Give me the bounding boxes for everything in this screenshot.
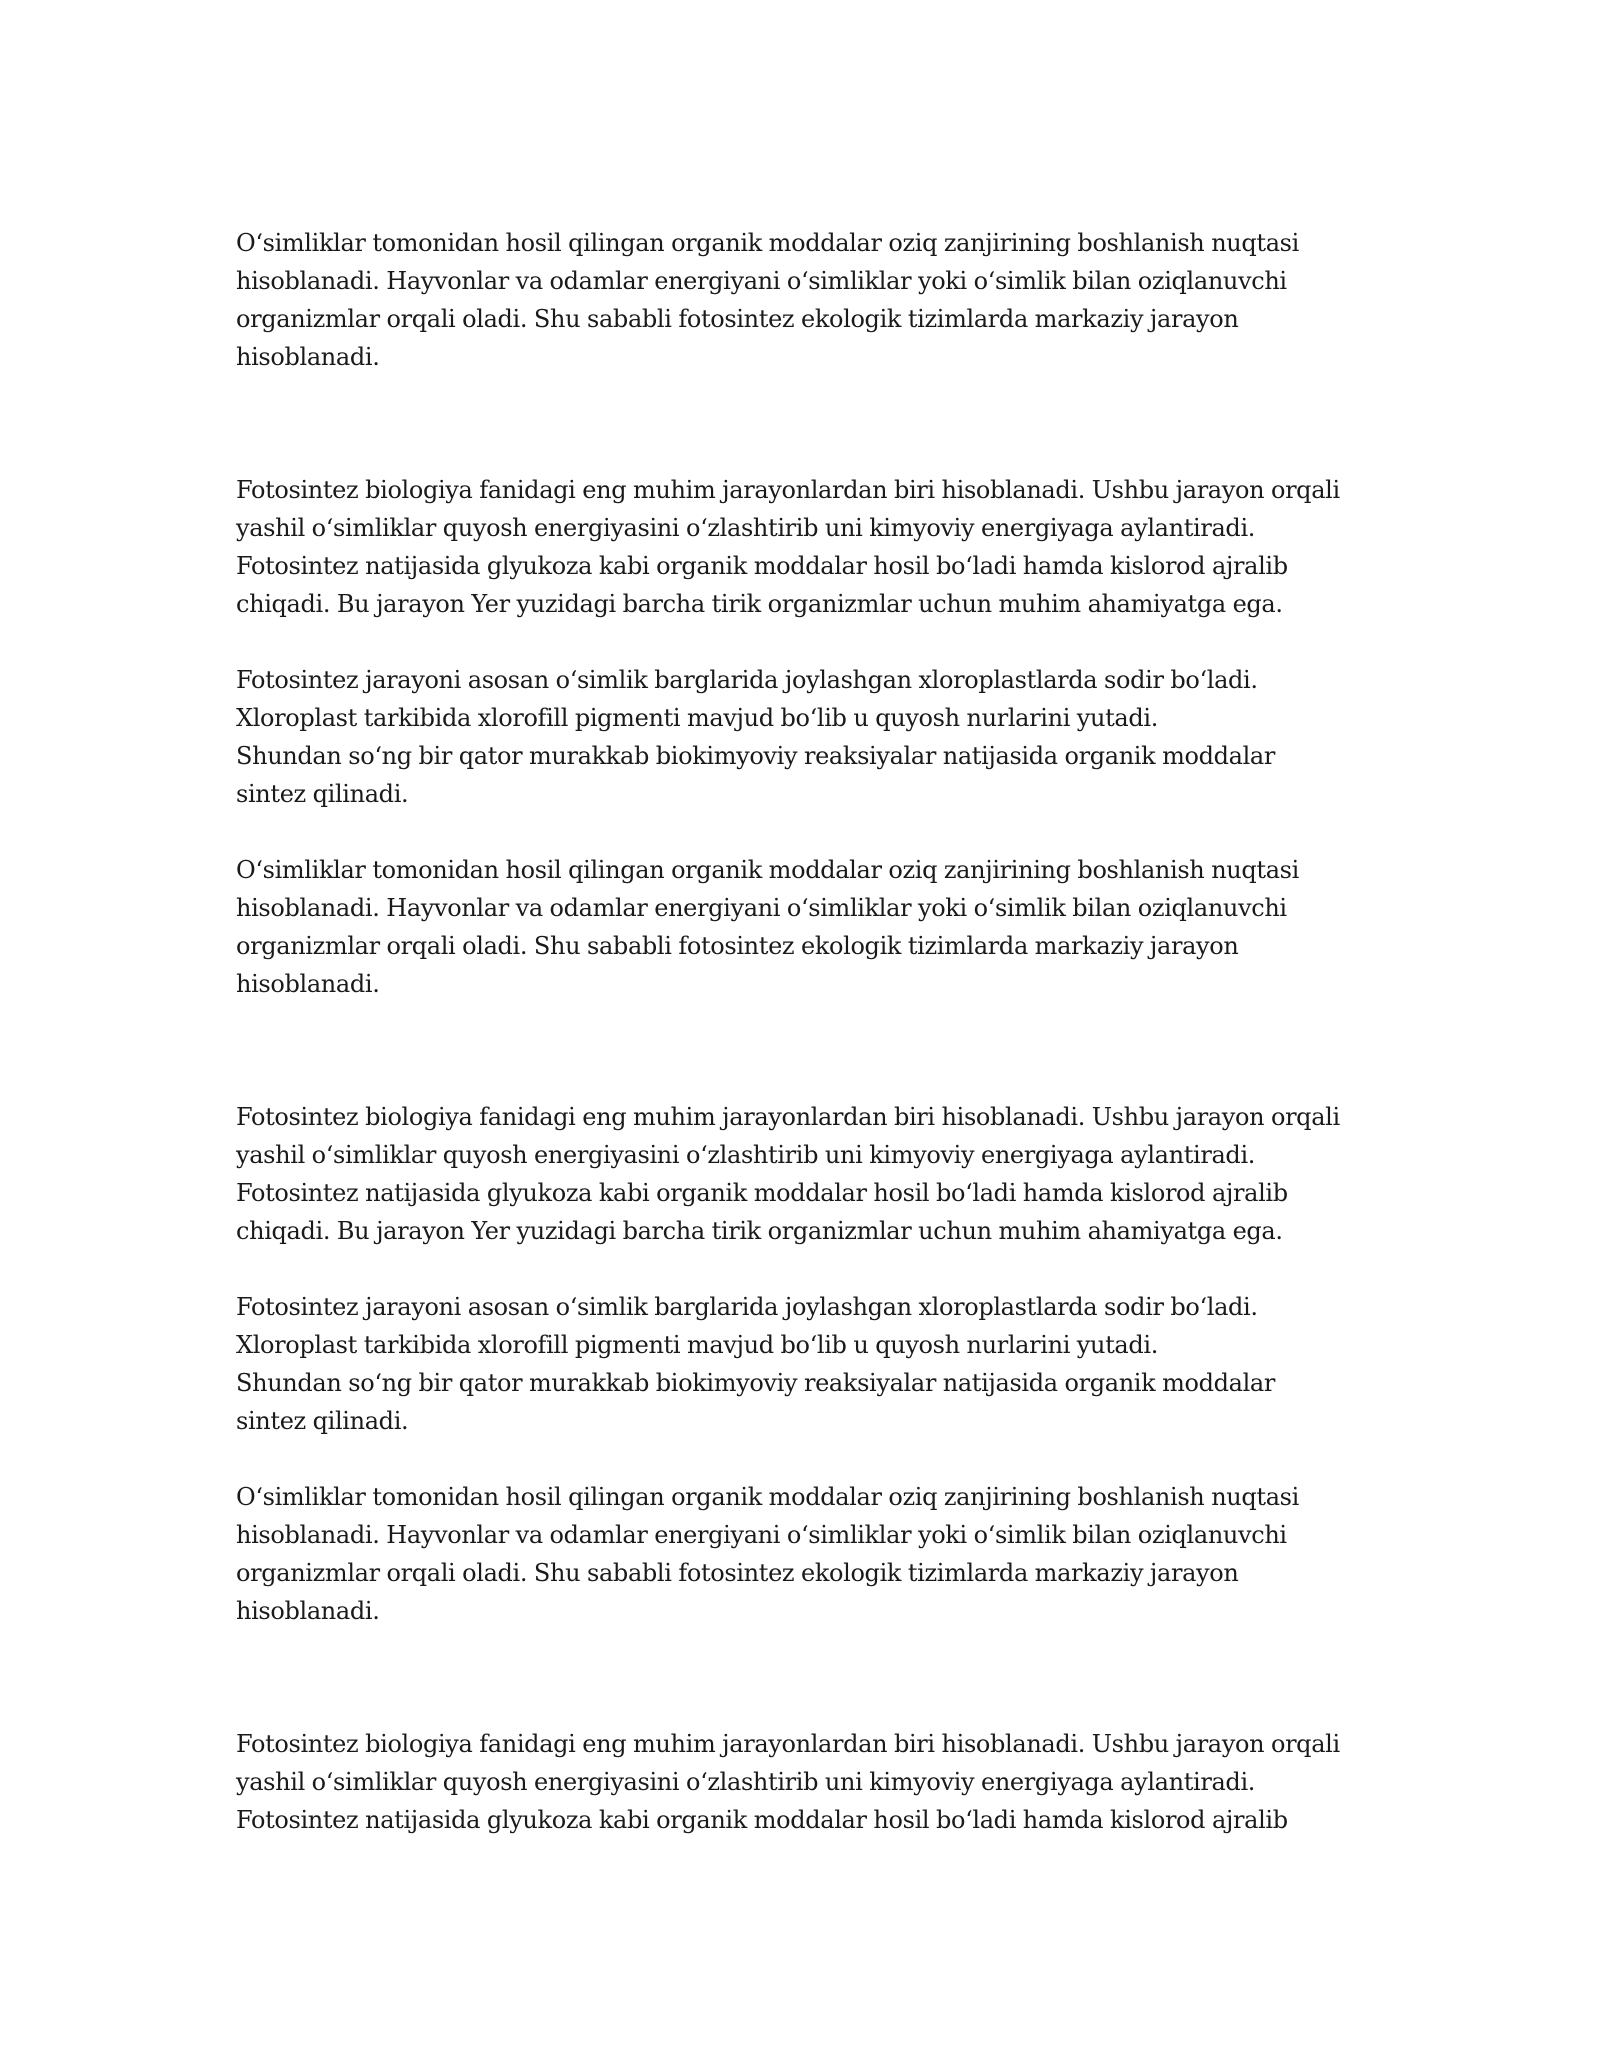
text-line: Fotosintez biologiya fanidagi eng muhim jarayonlardan biri hisoblanadi. Ushbu jarayon orqali (236, 476, 1340, 504)
paragraph-spacer (236, 1630, 1366, 1725)
text-line: Xloroplast tarkibida xlorofill pigmenti mavjud bo‘lib u quyosh nurlarini yutadi. (236, 704, 1158, 732)
paragraph-spacer (236, 813, 1366, 851)
text-line: Fotosintez natijasida glyukoza kabi organik moddalar hosil bo‘ladi hamda kislorod ajralib (236, 552, 1288, 580)
text-line: sintez qilinadi. (236, 780, 409, 808)
paragraph-5 (236, 1098, 1366, 1250)
paragraph-2 (236, 471, 1366, 623)
text-line: sintez qilinadi. (236, 1407, 409, 1435)
text-line: Shundan so‘ng bir qator murakkab biokimyoviy reaksiyalar natijasida organik moddalar (236, 1369, 1275, 1397)
text-line: Xloroplast tarkibida xlorofill pigmenti mavjud bo‘lib u quyosh nurlarini yutadi. (236, 1331, 1158, 1359)
text-line: Fotosintez natijasida glyukoza kabi organik moddalar hosil bo‘ladi hamda kislorod ajralib (236, 1806, 1288, 1834)
text-line: hisoblanadi. Hayvonlar va odamlar energiyani o‘simliklar yoki o‘simlik bilan oziqlanuvchi (236, 894, 1287, 922)
paragraph-spacer (236, 1003, 1366, 1098)
text-line: O‘simliklar tomonidan hosil qilingan organik moddalar oziq zanjirining boshlanish nuqtasi (236, 229, 1299, 257)
text-line: O‘simliklar tomonidan hosil qilingan organik moddalar oziq zanjirining boshlanish nuqtasi (236, 1483, 1299, 1511)
text-line: chiqadi. Bu jarayon Yer yuzidagi barcha tirik organizmlar uchun muhim ahamiyatga ega. (236, 1217, 1283, 1245)
paragraph-6 (236, 1288, 1366, 1440)
paragraph-7 (236, 1478, 1366, 1630)
text-line: yashil o‘simliklar quyosh energiyasini o‘zlashtirib uni kimyoviy energiyaga aylantiradi. (236, 1768, 1256, 1796)
text-line: hisoblanadi. (236, 970, 380, 998)
paragraph-8 (236, 1725, 1366, 1839)
paragraph-3 (236, 661, 1366, 813)
text-line: hisoblanadi. Hayvonlar va odamlar energiyani o‘simliklar yoki o‘simlik bilan oziqlanuvchi (236, 1521, 1287, 1549)
paragraph-spacer (236, 1250, 1366, 1288)
text-line: hisoblanadi. (236, 343, 380, 371)
text-line: Fotosintez jarayoni asosan o‘simlik barglarida joylashgan xloroplastlarda sodir bo‘ladi. (236, 1293, 1258, 1321)
paragraph-spacer (236, 623, 1366, 661)
text-line: Fotosintez biologiya fanidagi eng muhim jarayonlardan biri hisoblanadi. Ushbu jarayon orqali (236, 1103, 1340, 1131)
text-line: organizmlar orqali oladi. Shu sababli fotosintez ekologik tizimlarda markaziy jarayon (236, 1559, 1239, 1587)
text-line: Fotosintez biologiya fanidagi eng muhim jarayonlardan biri hisoblanadi. Ushbu jarayon orqali (236, 1730, 1340, 1758)
paragraph-spacer (236, 1440, 1366, 1478)
text-line: yashil o‘simliklar quyosh energiyasini o‘zlashtirib uni kimyoviy energiyaga aylantiradi. (236, 1141, 1256, 1169)
text-line: organizmlar orqali oladi. Shu sababli fotosintez ekologik tizimlarda markaziy jarayon (236, 305, 1239, 333)
text-line: chiqadi. Bu jarayon Yer yuzidagi barcha tirik organizmlar uchun muhim ahamiyatga ega. (236, 590, 1283, 618)
paragraph-4 (236, 851, 1366, 1003)
paragraph-1 (236, 224, 1366, 376)
text-line: Shundan so‘ng bir qator murakkab biokimyoviy reaksiyalar natijasida organik moddalar (236, 742, 1275, 770)
text-line: yashil o‘simliklar quyosh energiyasini o‘zlashtirib uni kimyoviy energiyaga aylantiradi. (236, 514, 1256, 542)
text-line: hisoblanadi. (236, 1597, 380, 1625)
text-line: Fotosintez jarayoni asosan o‘simlik barglarida joylashgan xloroplastlarda sodir bo‘ladi. (236, 666, 1258, 694)
text-line: O‘simliklar tomonidan hosil qilingan organik moddalar oziq zanjirining boshlanish nuqtasi (236, 856, 1299, 884)
text-line: hisoblanadi. Hayvonlar va odamlar energiyani o‘simliklar yoki o‘simlik bilan oziqlanuvchi (236, 267, 1287, 295)
text-line: organizmlar orqali oladi. Shu sababli fotosintez ekologik tizimlarda markaziy jarayon (236, 932, 1239, 960)
document-body (236, 224, 1366, 1839)
paragraph-spacer (236, 376, 1366, 471)
text-line: Fotosintez natijasida glyukoza kabi organik moddalar hosil bo‘ladi hamda kislorod ajralib (236, 1179, 1288, 1207)
